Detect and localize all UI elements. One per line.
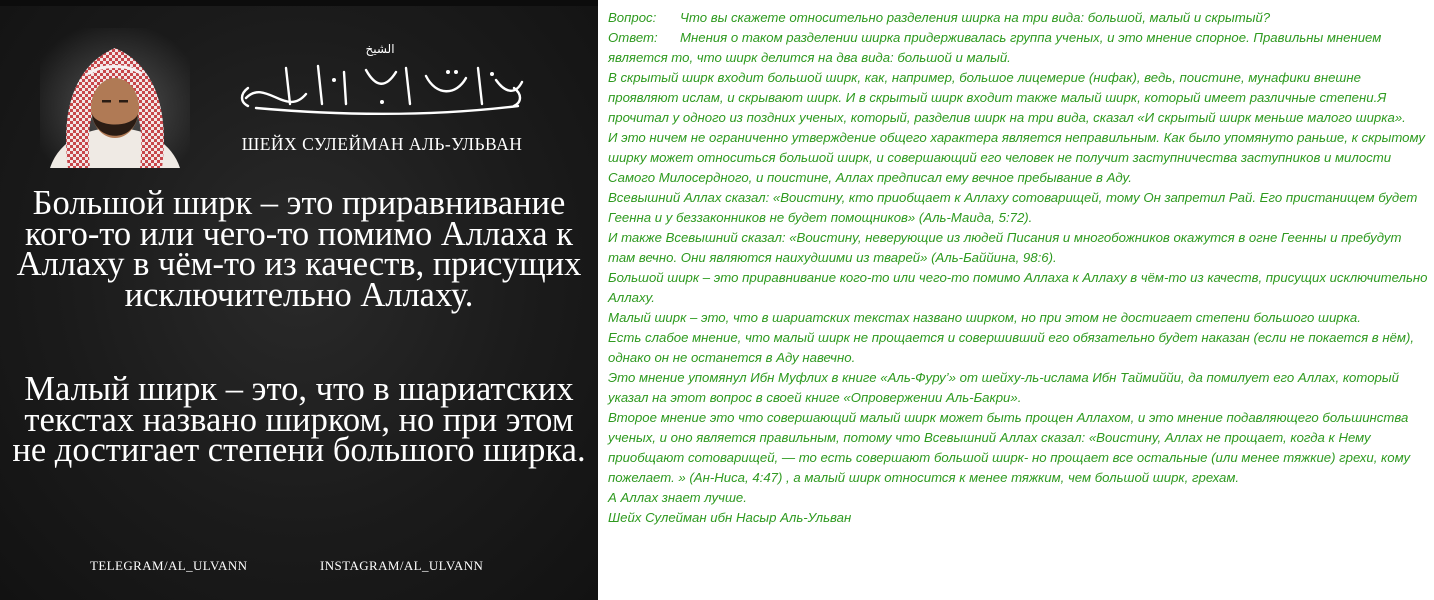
author-signature: Шейх Сулейман ибн Насыр Аль-Ульван <box>608 510 852 525</box>
answer-paragraph: Малый ширк – это, что в шариатских текстах названо ширком, но при этом не достигает степени большого ширка. <box>608 310 1361 325</box>
question-text: Что вы скажете относительно разделения ширка на три вида: большой, малый и скрытый? <box>680 10 1271 25</box>
top-strip <box>0 0 598 6</box>
answer-paragraph: Большой ширк – это приравнивание кого-то или чего-то помимо Аллаха к Аллаху в чём-то из качеств, присущих исключительно Аллаху. <box>608 270 1428 305</box>
question-label: Вопрос: <box>608 10 657 25</box>
telegram-handle: TELEGRAM/AL_ULVANN <box>90 558 248 573</box>
minor-shirk-definition: Малый ширк – это, что в шариатских текстах названо ширком, но при этом не достигает степени большого ширка. <box>12 370 586 469</box>
answer-paragraph: И это ничем не ограниченно утверждение общего характера является неправильным. Как было упомянуто раньше, к скрытому ширку может относиться большой ширк, и совершающий его человек не получит заступничества заступников и милости Самого Милосердного, и поистине, Аллах предписал ему вечное пребывание в Аду. <box>608 130 1425 185</box>
quran-quote: И также Всевышний сказал: «Воистину, неверующие из людей Писания и многобожников окажутся в огне Геенны и пребудут там вечно. Они являются наихудшими из тварей» (Аль-Баййина, 98:6). <box>608 230 1402 265</box>
answer-paragraph: Мнения о таком разделении ширка придерживалась группа ученых, и это мнение спорное. Правильны мнением является то, что ширк делится на два вида: большой и малый. <box>608 30 1382 65</box>
quote-card <box>0 0 598 600</box>
question-line <box>608 8 1430 28</box>
sheikh-title-arabic: الشيخ <box>365 42 395 56</box>
sheikh-name-caption: ШЕЙХ СУЛЕЙМАН АЛЬ-УЛЬВАН <box>241 134 523 154</box>
closing-line: А Аллах знает лучше. <box>608 490 747 505</box>
calligraphy-logo <box>226 58 536 128</box>
major-shirk-definition: Большой ширк – это приравнивание кого-то или чего-то помимо Аллаха к Аллаху в чём-то из качеств, присущих исключительно Аллаху. <box>16 184 582 314</box>
sheikh-portrait <box>40 28 190 168</box>
quran-quote: Всевышний Аллах сказал: «Воистину, кто приобщает к Аллаху сотоварищей, тому Он запретил Рай. Его пристанищем будет Геенна и у беззаконников не будет помощников» (Аль-Маида, 5:72). <box>608 190 1418 225</box>
answer-paragraph: В скрытый ширк входит большой ширк, как, например, большое лицемерие (нифак), ведь, поистине, мунафики внешне проявляют ислам, и скрывают ширк. И в скрытый ширк входит также малый ширк, который имеет различные степени.Я прочитал у одного из поздних ученых, который, разделив ширк на три вида, сказал «И скрытый ширк меньше малого ширка». <box>608 70 1406 125</box>
qa-article <box>608 8 1430 528</box>
answer-paragraph: Это мнение упомянул Ибн Муфлих в книге «Аль-Фуру’» от шейху-ль-ислама Ибн Таймиййи, да помилует его Аллах, который указал на этот вопрос в своей книге «Опровержении Аль-Бакри». <box>608 370 1399 405</box>
answer-line <box>608 28 1430 68</box>
answer-paragraph: Второе мнение это что совершающий малый ширк может быть прощен Аллахом, и это мнение подавляющего большинства ученых, и оно является правильным, потому что Всевышний Аллах сказал: «Воистину, Аллах не прощает, когда к Нему приобщают сотоварищей, — то есть совершают большой ширк- но прощает все остальные (или менее тяжкие) грехи, кому пожелает. » (Ан-Ниса, 4:47) , а малый ширк относится к менее тяжким, чем большой ширк, грехам. <box>608 410 1411 485</box>
answer-label: Ответ: <box>608 30 658 45</box>
instagram-handle: INSTAGRAM/AL_ULVANN <box>320 558 484 573</box>
answer-paragraph: Есть слабое мнение, что малый ширк не прощается и совершивший его обязательно будет наказан (если не покается в нём), однако он не останется в Аду навечно. <box>608 330 1415 365</box>
